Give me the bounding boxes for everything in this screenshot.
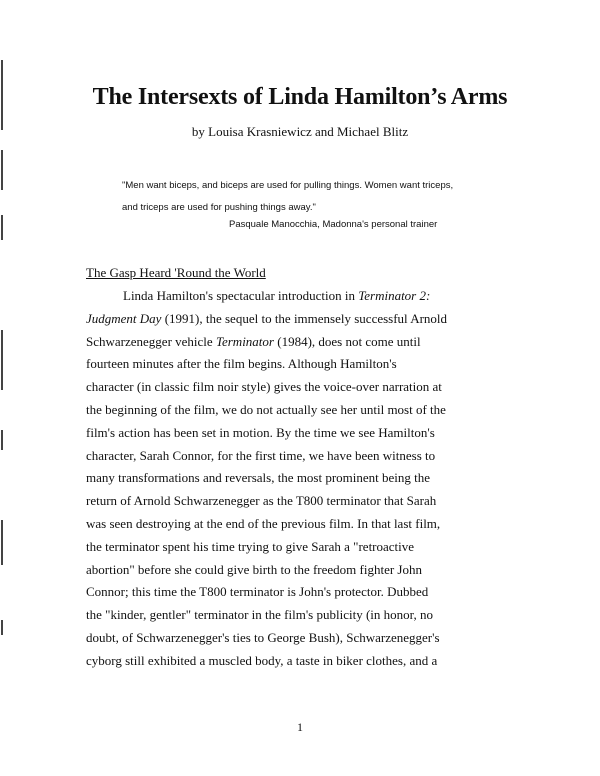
body-line: [86, 559, 526, 582]
body-line: [86, 353, 526, 376]
scan-edge-artifacts: [0, 0, 6, 776]
body-text-run: film's action has been set in motion. By the time we see Hamilton's: [86, 424, 435, 440]
italic-title-text: Judgment Day: [86, 310, 162, 326]
body-text-run: Schwarzenegger vehicle: [86, 333, 216, 349]
body-text-run: cyborg still exhibited a muscled body, a taste in biker clothes, and a: [86, 652, 438, 668]
body-line: [86, 331, 526, 354]
page-number: 1: [297, 720, 303, 734]
body-line: [86, 604, 526, 627]
body-line: [86, 650, 526, 673]
body-text-run: (1984), does not come until: [273, 333, 421, 349]
body-line: [86, 627, 526, 650]
body-text-run: abortion" before she could give birth to the freedom fighter John: [86, 561, 422, 577]
body-line: [86, 581, 526, 604]
epigraph-attribution: Pasquale Manocchia, Madonna's personal trainer: [229, 219, 438, 230]
author-byline: by Louisa Krasniewicz and Michael Blitz: [191, 124, 409, 139]
body-line: [86, 467, 526, 490]
body-text-run: character (in classic film noir style) gives the voice-over narration at: [86, 379, 442, 395]
italic-title-text: Terminator: [215, 333, 274, 349]
body-text-run: return of Arnold Schwarzenegger as the T800 terminator that Sarah: [86, 493, 437, 509]
body-line: [86, 536, 526, 559]
epigraph-quote: [122, 175, 512, 219]
body-text-run: (1991), the sequel to the immensely successful Arnold: [161, 310, 448, 326]
body-text-run: doubt, of Schwarzenegger's ties to George Bush), Schwarzenegger's: [86, 629, 440, 645]
body-line: [86, 285, 526, 308]
body-paragraph: [86, 285, 526, 673]
body-line: [86, 399, 526, 422]
body-text-run: Connor; this time the T800 terminator is John's protector. Dubbed: [86, 584, 429, 600]
body-line: [86, 513, 526, 536]
document-title: The Intersexts of Linda Hamilton’s Arms: [92, 84, 508, 110]
body-text-run: was seen destroying at the end of the previous film. In that last film,: [86, 515, 441, 531]
body-line: [86, 376, 526, 399]
body-text-run: the "kinder, gentler" terminator in the film's publicity (in honor, no: [86, 607, 433, 623]
body-line: [86, 422, 526, 445]
body-line: [86, 445, 526, 468]
body-text-run: Linda Hamilton's spectacular introduction in: [123, 288, 359, 303]
body-text-run: many transformations and reversals, the most prominent being the: [86, 470, 431, 486]
section-heading: The Gasp Heard 'Round the World: [86, 265, 266, 280]
body-line: [86, 308, 526, 331]
body-line: [86, 490, 526, 513]
epigraph-line: and triceps are used for pushing things away.": [122, 202, 316, 213]
body-text-run: the beginning of the film, we do not actually see her until most of the: [86, 401, 446, 417]
epigraph-line: "Men want biceps, and biceps are used for pulling things. Women want triceps,: [122, 180, 454, 191]
body-text-run: character, Sarah Connor, for the first time, we have been witness to: [86, 447, 436, 463]
body-text-run: the terminator spent his time trying to give Sarah a "retroactive: [86, 538, 415, 554]
italic-title-text: Terminator 2:: [358, 288, 431, 303]
body-text-run: fourteen minutes after the film begins. Although Hamilton's: [86, 356, 397, 372]
